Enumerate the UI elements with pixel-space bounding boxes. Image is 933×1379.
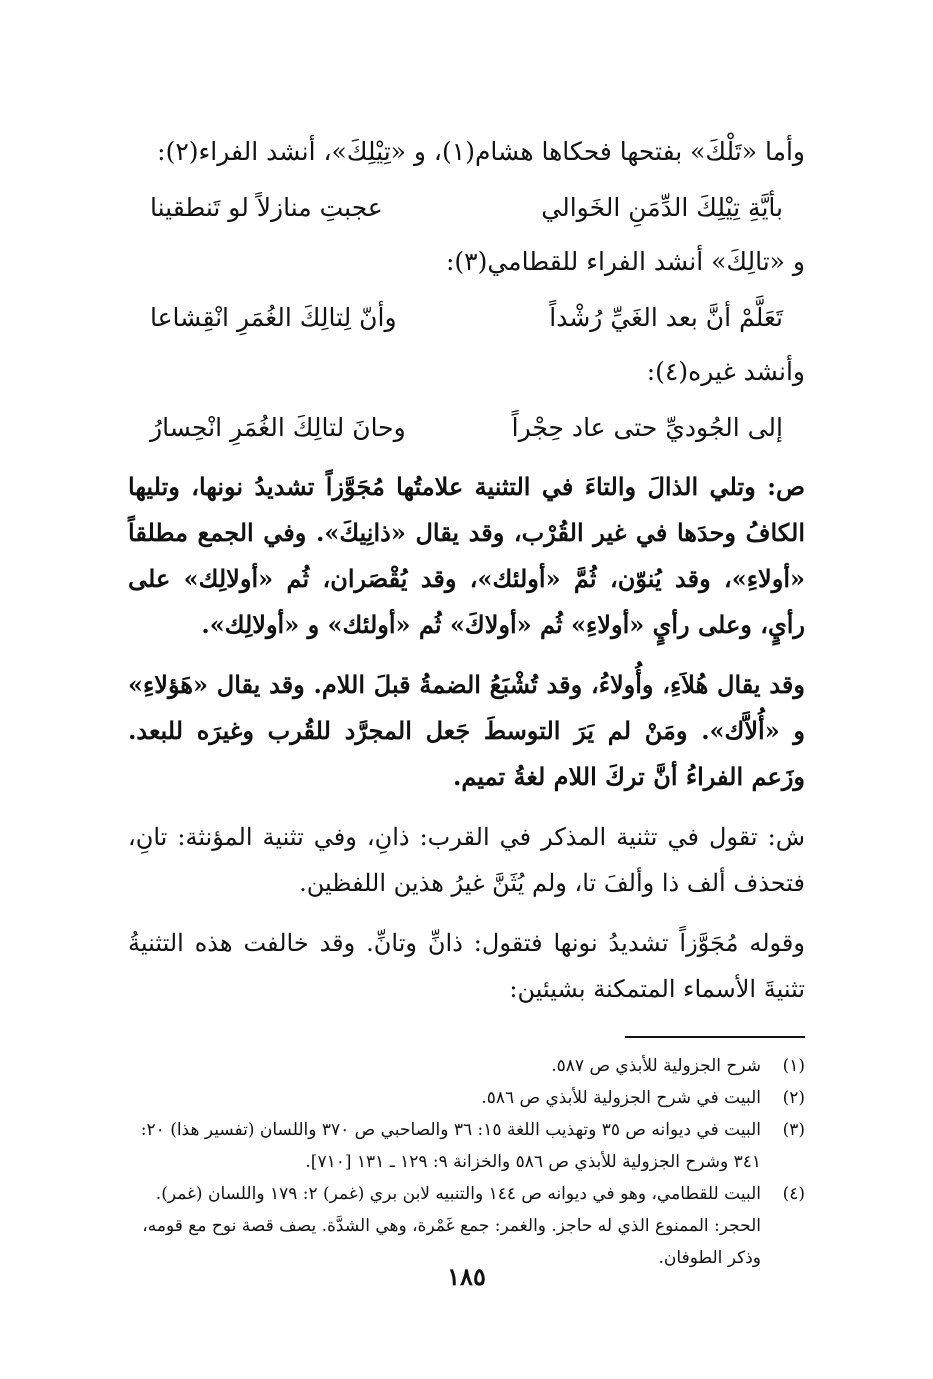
matn-paragraph-1: ص: وتلي الذالَ والتاءَ في التثنية علامتُها مُجَوَّزاً تشديدُ نونها، وتليها الكافُ وحدَها في غير القُرْب، وقد يقال «ذانِيكَ». وفي الجمع مطلقاً «أولاءِ»، وقد يُنوّن، ثُمَّ «أولئك»، وقد يُقْصَران، ثُم «أولالِك» على رأيٍ، وعلى رأيٍ «أولاءِ» ثُم «أولاكَ» ثُم «أولئك» و «أولالِك». xyxy=(128,472,805,639)
sharh-paragraph-1: ش: تقول في تثنية المذكر في القرب: ذانِ، وفي تثنية المؤنثة: تانِ، فتحذف ألف ذا وألفَ تا، ولم يُثَنَّ غيرُ هذين اللفظين. xyxy=(128,823,805,897)
verse-3-second-hemistich: وحانَ لتالِكَ الغُمَرِ انْحِسارُ xyxy=(150,413,406,442)
verse-2-second-hemistich: وأنّ لِتالِكَ الغُمَرِ انْقِشاعا xyxy=(150,303,397,332)
footnote-3-number: (٣) xyxy=(782,1120,805,1140)
sharh-paragraph-2: وقوله مُجَوَّزاً تشديدُ نونها فتقول: ذانِّ وتانِّ. وقد خالفت هذه التثنيةُ تثنيةَ الأسماء المتمكنة بشيئين: xyxy=(128,929,805,1003)
footnote-3-text: البيت في ديوانه ص ٣٥ وتهذيب اللغة ١٥: ٣٦ والصاحبي ص ٣٧٠ واللسان (تفسير هذا) ٢٠: ٣٤١ وشرح الجزولية للأبذي ص ٥٨٦ والخزانة ٩: ١٢٩ ـ ١٣١ [٧١٠]. xyxy=(140,1120,761,1172)
poet-attribution-line: و «تالِكَ» أنشد الفراء للقطامي(٣): xyxy=(445,247,805,276)
footnote-divider xyxy=(625,1036,805,1038)
verse-3 xyxy=(128,396,805,458)
footnote-2-number: (٢) xyxy=(782,1088,805,1108)
footnote-4-number: (٤) xyxy=(782,1184,805,1204)
matn-paragraph-2: وقد يقال هُلاَءِ، وأُولاءُ، وقد تُشْبَعُ الضمةُ قبلَ اللام. وقد يقال «هَؤلاءِ» و «أُلاَّك». ومَنْ لم يَرَ التوسطَ جَعل المجرَّد للقُرب وغيرَه للبعد. وزَعم الفراءُ أنَّ تركَ اللام لغةُ تميم. xyxy=(128,670,805,791)
page-number: ١٨٥ xyxy=(447,1262,486,1291)
footnote-2 xyxy=(128,1082,805,1114)
footnote-4 xyxy=(128,1178,805,1274)
verse-1 xyxy=(128,176,805,238)
footnote-3 xyxy=(128,1114,805,1178)
footnote-1-text: شرح الجزولية للأبذي ص ٥٨٧. xyxy=(551,1056,761,1076)
verse-3-first-hemistich: إلى الجُوديِّ حتى عاد حِجْراً xyxy=(511,413,783,442)
verse-1-first-hemistich: بأيَّةِ تِيْلِكَ الدِّمَنِ الخَوالي xyxy=(541,193,783,222)
footnote-1 xyxy=(128,1050,805,1082)
verse-1-second-hemistich: عجبتِ منازلاً لو تَنطقينا xyxy=(150,193,383,222)
footnote-2-text: البيت في شرح الجزولية للأبذي ص ٥٨٦. xyxy=(481,1088,761,1108)
verse-2 xyxy=(128,286,805,348)
footnote-1-number: (١) xyxy=(782,1056,805,1076)
footnote-4-text: البيت للقطامي، وهو في ديوانه ص ١٤٤ والتنبيه لابن بري (غمر) ٢: ١٧٩ واللسان (غمر). الحجر: الممنوع الذي له حاجز. والغمر: جمع غَمْرة، وهي الشدَّة. يصف قصة نوح مع قومه، وذكر الطوفان. xyxy=(142,1184,761,1268)
another-poet-line: وأنشد غيره(٤): xyxy=(646,357,805,386)
verse-2-first-hemistich: تَعَلَّمْ أنَّ بعد الغَيِّ رُشْداً xyxy=(549,303,783,332)
intro-line: وأما «تَلْكَ» بفتحها فحكاها هشام(١)، و «تِيْلِكَ»، أنشد الفراء(٢): xyxy=(157,137,805,166)
